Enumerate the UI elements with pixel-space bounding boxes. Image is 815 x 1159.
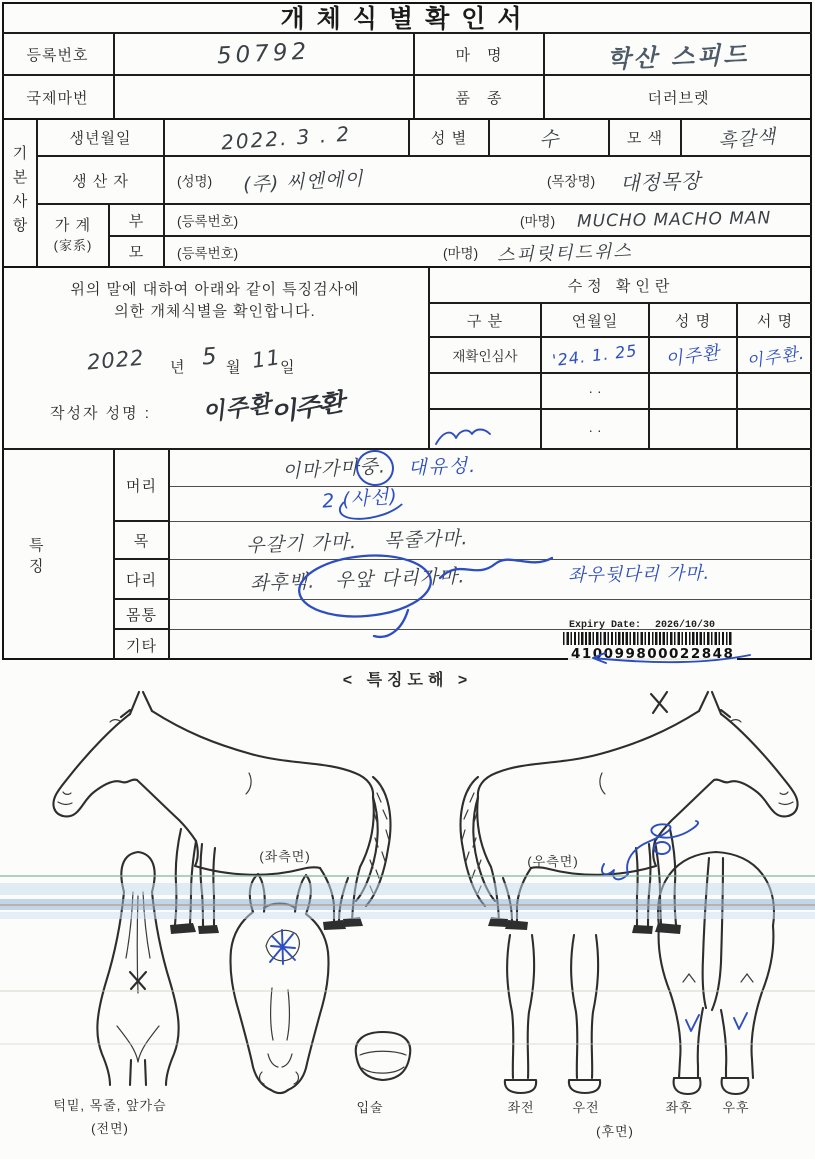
revision-title: 수정 확인란 (430, 268, 812, 304)
revision-row1-name (650, 338, 738, 374)
revision-date-handwriting: '24. 1. 25 (551, 340, 639, 370)
writing-line (170, 486, 812, 487)
face-front-view (230, 874, 328, 1093)
family-label-korean: 가 계 (54, 216, 92, 234)
statement-line1: 위의 말에 대하여 아래와 같이 특징검사에 (70, 281, 360, 298)
sex-value (490, 120, 610, 157)
revision-row2-name (650, 374, 738, 410)
dam-name-handwriting: 스피릿티드위스 (496, 240, 634, 266)
birth-value (165, 120, 410, 157)
revision-row2-category (430, 374, 542, 410)
revision-row1-sign (738, 338, 812, 374)
family-label-hanja: (家系) (53, 237, 93, 253)
day-unit: 일 (280, 359, 296, 376)
features-section-label: 특 징 (2, 450, 115, 660)
month-unit: 월 (226, 359, 242, 376)
front-chest-neck-view (97, 852, 178, 1085)
barcode-block (563, 620, 773, 666)
breed-label: 품 종 (415, 76, 545, 120)
feature-head-black: 이마가마중. (281, 455, 387, 483)
blue-check-marks-hind-legs (686, 1013, 747, 1031)
revision-table (430, 268, 812, 450)
breed-value: 더러브렛 (545, 76, 812, 120)
producer-label: 생 산 자 (38, 157, 165, 205)
revision-row2-sign (738, 374, 812, 410)
feature-label-body: 몸통 (115, 600, 170, 630)
coat-label: 모 색 (610, 120, 682, 157)
barcode-bars (563, 632, 733, 645)
intl-no-label: 국제마번 (2, 76, 115, 120)
feature-legs-black: 좌후백. 우앞 다리가마. (249, 565, 466, 595)
sex-handwriting: 수 (537, 125, 561, 152)
writer-label: 작성자 성명 : (50, 405, 151, 422)
reg-no-handwriting: 50792 (216, 38, 312, 70)
expiry-label: Expiry Date: (569, 620, 642, 631)
revision-row3-name (650, 410, 738, 450)
coat-value (682, 120, 812, 157)
intl-no-value (115, 76, 415, 120)
left-side-label: (좌측면) (259, 848, 311, 864)
revision-row3-sign (738, 410, 812, 450)
feature-label-head: 머리 (115, 450, 170, 522)
producer-name-paren: (성명) (177, 174, 213, 189)
revision-row3-date: · · (542, 410, 650, 450)
diagram-title: < 특징도해 > (342, 671, 473, 689)
x-mark-on-mane (651, 692, 667, 713)
dam-value (165, 237, 812, 268)
feature-label-etc: 기타 (115, 630, 170, 660)
farm-name-paren: (목장명) (547, 174, 596, 189)
feature-label-legs: 다리 (115, 560, 170, 600)
dam-regno-paren: (등록번호) (177, 245, 239, 261)
revision-row1-category: 재확인심사 (430, 338, 542, 374)
coat-handwriting: 흑갈색 (717, 125, 778, 153)
horse-name-handwriting: 학산 스피드 (607, 40, 751, 73)
birth-handwriting: 2022. 3 . 2 (220, 120, 353, 155)
front-left-leg-label: 좌전 (507, 1099, 535, 1115)
reg-no-label: 등록번호 (2, 34, 115, 76)
sire-label: 부 (110, 205, 165, 237)
front-legs-pair-view (505, 935, 600, 1093)
right-horse-side-view (461, 692, 798, 934)
birth-label: 생년월일 (38, 120, 165, 157)
producer-value (165, 157, 812, 205)
reg-no-value (115, 34, 415, 76)
revision-col-category: 구 분 (430, 304, 542, 338)
sex-label: 성 별 (410, 120, 490, 157)
front-parts-label: 턱밑, 목줄, 앞가슴 (53, 1097, 167, 1113)
blue-scribble-mark (432, 424, 502, 448)
expiry-value: 2026/10/30 (655, 620, 716, 631)
feature-head-blue-line2: 2 (사선) (321, 485, 399, 513)
revision-col-name: 성 명 (650, 304, 738, 338)
writer-signature: 이주환 (200, 391, 274, 427)
feature-neck-black: 우갈기 가마. 목줄가마. (245, 527, 469, 557)
dam-name-paren: (마명) (443, 245, 479, 261)
date-month-handwriting: 5 (201, 343, 219, 371)
lips-view (356, 1032, 411, 1080)
sire-name-handwriting: MUCHO MACHO MAN (576, 208, 772, 232)
hind-left-leg-label: 좌후 (665, 1099, 693, 1115)
revision-row2-date: · · (542, 374, 650, 410)
blue-circle-squiggle-annotation (290, 548, 590, 643)
feature-head-blue: 대유성. (407, 454, 478, 480)
sire-name-paren: (마명) (520, 214, 556, 229)
dam-label: 모 (110, 237, 165, 268)
feature-legs-blue: 좌우뒷다리 가마. (567, 562, 711, 587)
family-label (38, 205, 110, 268)
hind-right-leg-label: 우후 (722, 1099, 750, 1115)
writer-signature-stamp: 이주환 (267, 387, 345, 429)
revision-col-sign: 서 명 (738, 304, 812, 338)
front-view-label: (전면) (91, 1120, 129, 1136)
date-year-handwriting: 2022 (86, 345, 146, 375)
horse-name-value (545, 34, 812, 76)
lips-label: 입술 (356, 1099, 384, 1115)
barcode-number: 410099800022848 (568, 646, 737, 662)
feature-label-neck: 목 (115, 522, 170, 560)
revision-row1-date (542, 338, 650, 374)
sire-value (165, 205, 812, 237)
farm-name-handwriting: 대정목장 (619, 168, 702, 195)
statement-line2: 의한 개체식별을 확인합니다. (114, 303, 316, 320)
barcode-expiry-line (563, 620, 773, 631)
front-right-leg-label: 우전 (572, 1099, 600, 1115)
statement-box (2, 268, 430, 450)
basic-section-label: 기본사항 (2, 120, 38, 268)
producer-name-handwriting: (주) 씨엔에이 (242, 167, 365, 196)
revision-sign-handwriting: 이주환. (744, 343, 806, 372)
right-side-label: (우측면) (527, 853, 579, 869)
date-day-handwriting: 11 (250, 345, 283, 373)
form-title: 개체식별확인서 (2, 2, 812, 34)
rear-view-label: (후면) (596, 1123, 634, 1139)
feature-diagram (0, 678, 815, 1159)
left-horse-side-view (53, 692, 390, 934)
revision-col-date: 연월일 (542, 304, 650, 338)
feature-row-head (170, 450, 812, 522)
blue-arrow-annotation (585, 652, 755, 666)
horse-name-label: 마 명 (415, 34, 545, 76)
sire-regno-paren: (등록번호) (177, 214, 239, 229)
revision-name-handwriting: 이주환 (664, 342, 722, 371)
year-unit: 년 (170, 359, 186, 376)
